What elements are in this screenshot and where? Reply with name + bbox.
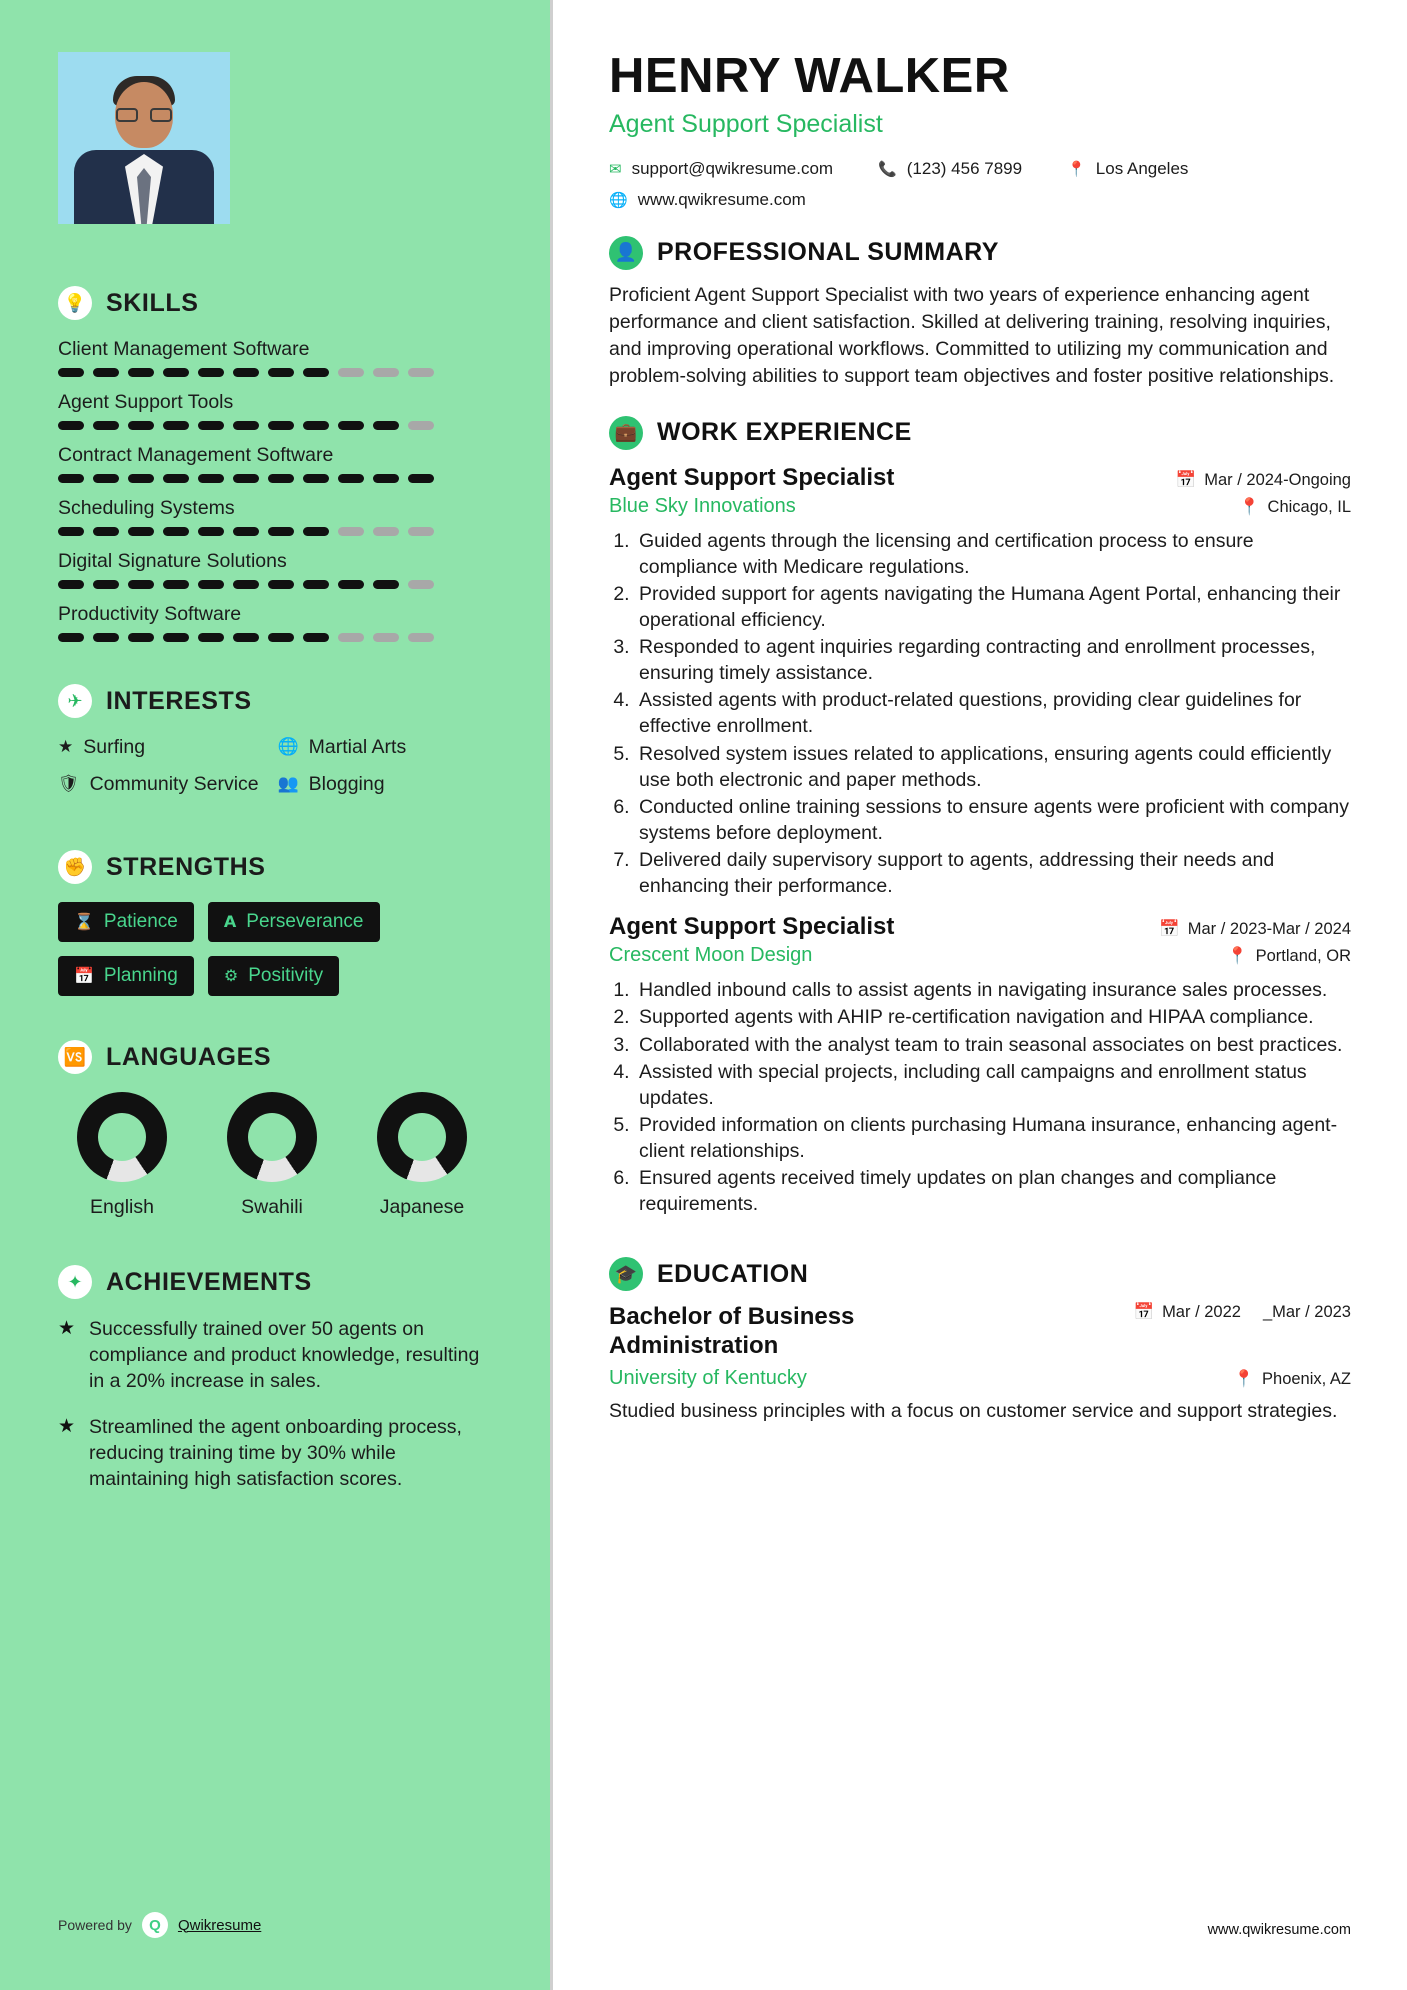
paper-plane-icon: ✈ [58,684,92,718]
education-dates [1134,1303,1351,1322]
language-progress [377,1092,467,1182]
skill-item [58,497,497,536]
sidebar [0,0,553,1990]
contact-email[interactable] [609,159,833,179]
achievement-text: Successfully trained over 50 agents on compliance and product knowledge, resulting in a 20% increase in sales. [89,1318,480,1392]
job-bullet: 6. Ensured agents received timely updates on plan changes and compliance requirements. [635,1165,1351,1217]
language-item [368,1092,476,1219]
language-progress [77,1092,167,1182]
job-bullet: 6. Conducted online training sessions to ensure agents were proficient with company systems before deployment. [635,794,1351,846]
badge-star-icon: ★ [58,1318,76,1339]
skills-header [58,286,497,320]
strength-chip [208,902,380,942]
job-bullet: 4. Assisted with special projects, including call campaigns and enrollment status updates. [635,1059,1351,1111]
job-company: Crescent Moon Design [609,944,813,967]
hourglass-icon: ⌛ [74,914,94,931]
contact-website[interactable] [609,190,806,210]
skill-label: Client Management Software [58,338,310,360]
interest-label: Martial Arts [308,736,407,758]
education-date-start: Mar / 2022 [1162,1303,1241,1322]
achievements-title: ACHIEVEMENTS [106,1267,312,1296]
language-progress [227,1092,317,1182]
phone-icon: 📞 [878,160,897,178]
achievement-item [58,1317,497,1395]
job-bullet: 2. Supported agents with AHIP re-certification navigation and HIPAA compliance. [635,1004,1351,1030]
job-entry [609,464,1351,900]
envelope-icon: ✉ [609,160,622,178]
languages-header [58,1040,497,1074]
contact-website-text: www.qwikresume.com [637,189,806,209]
strength-label: Planning [103,965,178,986]
contact-location [1067,159,1188,179]
job-bullet: 1. Guided agents through the licensing and certification process to ensure compliance with Medicare regulations. [635,528,1351,580]
fist-icon: ✊ [58,850,92,884]
skill-item [58,338,497,377]
interest-item [58,773,278,796]
job-bullets [635,528,1351,900]
map-pin-icon: 📍 [1227,947,1248,966]
globe-icon: 🌐 [277,737,299,756]
language-label: Japanese [379,1196,465,1218]
strength-label: Positivity [248,965,324,986]
footer-website[interactable]: www.qwikresume.com [1207,1922,1351,1938]
professional-summary-section [609,236,1351,390]
map-pin-icon: 📍 [1238,497,1260,516]
education-degree: Bachelor of Business Administration [609,1303,855,1360]
briefcase-icon: 💼 [609,416,643,450]
calendar-icon: 📅 [1175,470,1197,489]
job-company: Blue Sky Innovations [609,494,796,517]
skill-rating [58,633,497,642]
job-bullet: 7. Delivered daily supervisory support to agents, addressing their needs and enhancing their performance. [635,847,1351,899]
skill-rating [58,527,497,536]
achievement-text: Streamlined the agent onboarding process, reducing training time by 30% while maintaining high satisfaction scores. [89,1415,462,1490]
job-bullet: 4. Assisted agents with product-related questions, providing clear guidelines for effective enrollment. [635,687,1351,739]
skill-label: Agent Support Tools [58,391,234,413]
contact-email-text: support@qwikresume.com [631,158,834,178]
achievements-header [58,1265,497,1299]
interest-item [58,736,278,759]
qwikresume-logo-icon: Q [142,1912,168,1938]
jobs-list [609,464,1351,1218]
strength-chip [208,956,339,996]
strength-label: Perseverance [246,911,364,932]
skill-label: Contract Management Software [58,444,334,466]
strengths-list [58,902,497,996]
id-card-icon: 🆚 [58,1040,92,1074]
main-content [553,0,1407,1990]
badge-star-icon: ★ [58,1415,76,1437]
shield-icon: 🛡 [58,774,80,793]
languages-list [58,1092,497,1219]
education-location: 📍 Phoenix, AZ [1233,1369,1351,1388]
calendar-icon: 📅 [1133,1303,1155,1322]
skills-title: SKILLS [106,288,199,317]
badge-star-icon: ✦ [58,1265,92,1299]
powered-by [58,1912,261,1938]
job-location-text: Chicago, IL [1267,497,1351,516]
job-date-text: Mar / 2024-Ongoing [1204,470,1351,489]
interest-label: Blogging [308,773,385,795]
page-title: HENRY WALKER [609,49,1010,103]
education-section [609,1257,1351,1425]
skill-item [58,603,497,642]
experience-title: WORK EXPERIENCE [657,418,912,447]
job-bullets [635,977,1351,1217]
job-location [1239,498,1351,517]
language-item [68,1092,176,1219]
education-description: Studied business principles with a focus on customer service and support strategies. [609,1399,1338,1422]
work-experience-section [609,416,1351,1218]
achievement-item [58,1415,497,1493]
job-location [1227,947,1351,966]
job-title: Agent Support Specialist [609,463,895,491]
strengths-header [58,850,497,884]
globe-icon: 🌐 [609,191,628,209]
interest-label: Surfing [83,736,146,758]
languages-title: LANGUAGES [106,1042,272,1071]
job-date-text: Mar / 2023-Mar / 2024 [1187,920,1351,939]
strength-chip [58,902,194,942]
skill-rating [58,474,497,483]
skill-label: Productivity Software [58,603,242,625]
job-title: Agent Support Specialist [609,913,895,941]
job-entry [609,913,1351,1217]
gear-icon: ⚙ [223,968,239,985]
skill-rating [58,368,497,377]
job-dates [1176,471,1351,490]
summary-title: PROFESSIONAL SUMMARY [657,238,999,267]
contact-phone[interactable] [878,159,1022,179]
qwikresume-link[interactable]: Qwikresume [177,1916,262,1934]
skill-rating [58,580,497,589]
strength-label: Patience [103,911,178,932]
language-label: Swahili [241,1196,303,1218]
job-role-subtitle: Agent Support Specialist [609,109,883,138]
achievements-list [58,1317,497,1493]
skill-item [58,391,497,430]
avatar [58,52,230,224]
skills-list [58,338,497,642]
calendar-icon: 📅 [74,968,94,985]
skill-item [58,444,497,483]
language-label: English [90,1196,154,1218]
interests-header [58,684,497,718]
education-date-end: _Mar / 2023 [1262,1303,1351,1322]
user-icon: 👤 [609,236,643,270]
star-icon: ★ [58,737,74,756]
interests-title: INTERESTS [106,686,252,715]
interests-list [58,736,497,810]
job-bullet: 5. Resolved system issues related to applications, ensuring agents could efficiently use both electronic and paper methods. [635,741,1351,793]
graduation-cap-icon: 🎓 [609,1257,643,1291]
job-bullet: 1. Handled inbound calls to assist agents in navigating insurance sales processes. [635,977,1351,1003]
skill-rating [58,421,497,430]
job-bullet: 3. Responded to agent inquiries regarding contracting and enrollment processes, ensuring timely assistance. [635,634,1351,686]
interest-item [278,736,498,759]
strength-chip [58,956,194,996]
map-pin-icon: 📍 [1067,160,1086,178]
bulb-icon: 💡 [58,286,92,320]
skill-label: Scheduling Systems [58,497,235,519]
education-title: EDUCATION [657,1259,809,1288]
map-pin-icon: 📍 [1233,1369,1255,1388]
job-dates [1159,920,1351,939]
job-bullet: 3. Collaborated with the analyst team to train seasonal associates on best practices. [635,1032,1351,1058]
job-bullet: 2. Provided support for agents navigating the Humana Agent Portal, enhancing their operational efficiency. [635,581,1351,633]
strengths-title: STRENGTHS [106,852,266,881]
language-item [218,1092,326,1219]
people-icon: 👥 [277,774,299,793]
anchor-icon: 𝗔 [223,914,237,931]
skill-label: Digital Signature Solutions [58,550,287,572]
contact-location-text: Los Angeles [1095,158,1189,178]
job-bullet: 5. Provided information on clients purchasing Humana insurance, enhancing agent-client relationships. [635,1112,1351,1164]
powered-by-label: Powered by [58,1917,132,1933]
contact-phone-text: (123) 456 7899 [906,158,1023,178]
interest-label: Community Service [89,773,259,795]
contact-block [609,159,1351,210]
summary-text: Proficient Agent Support Specialist with two years of experience enhancing agent performance and client satisfaction. Skilled at delivering training, resolving inquiries, and improving operational workflows. Committed to utilizing my communication and problem-solving abilities to support team objectives and foster positive relationships. [609,283,1335,387]
calendar-icon: 📅 [1159,920,1180,939]
skill-item [58,550,497,589]
education-school: University of Kentucky [609,1366,807,1389]
interest-item [278,773,498,796]
job-location-text: Portland, OR [1255,947,1351,966]
